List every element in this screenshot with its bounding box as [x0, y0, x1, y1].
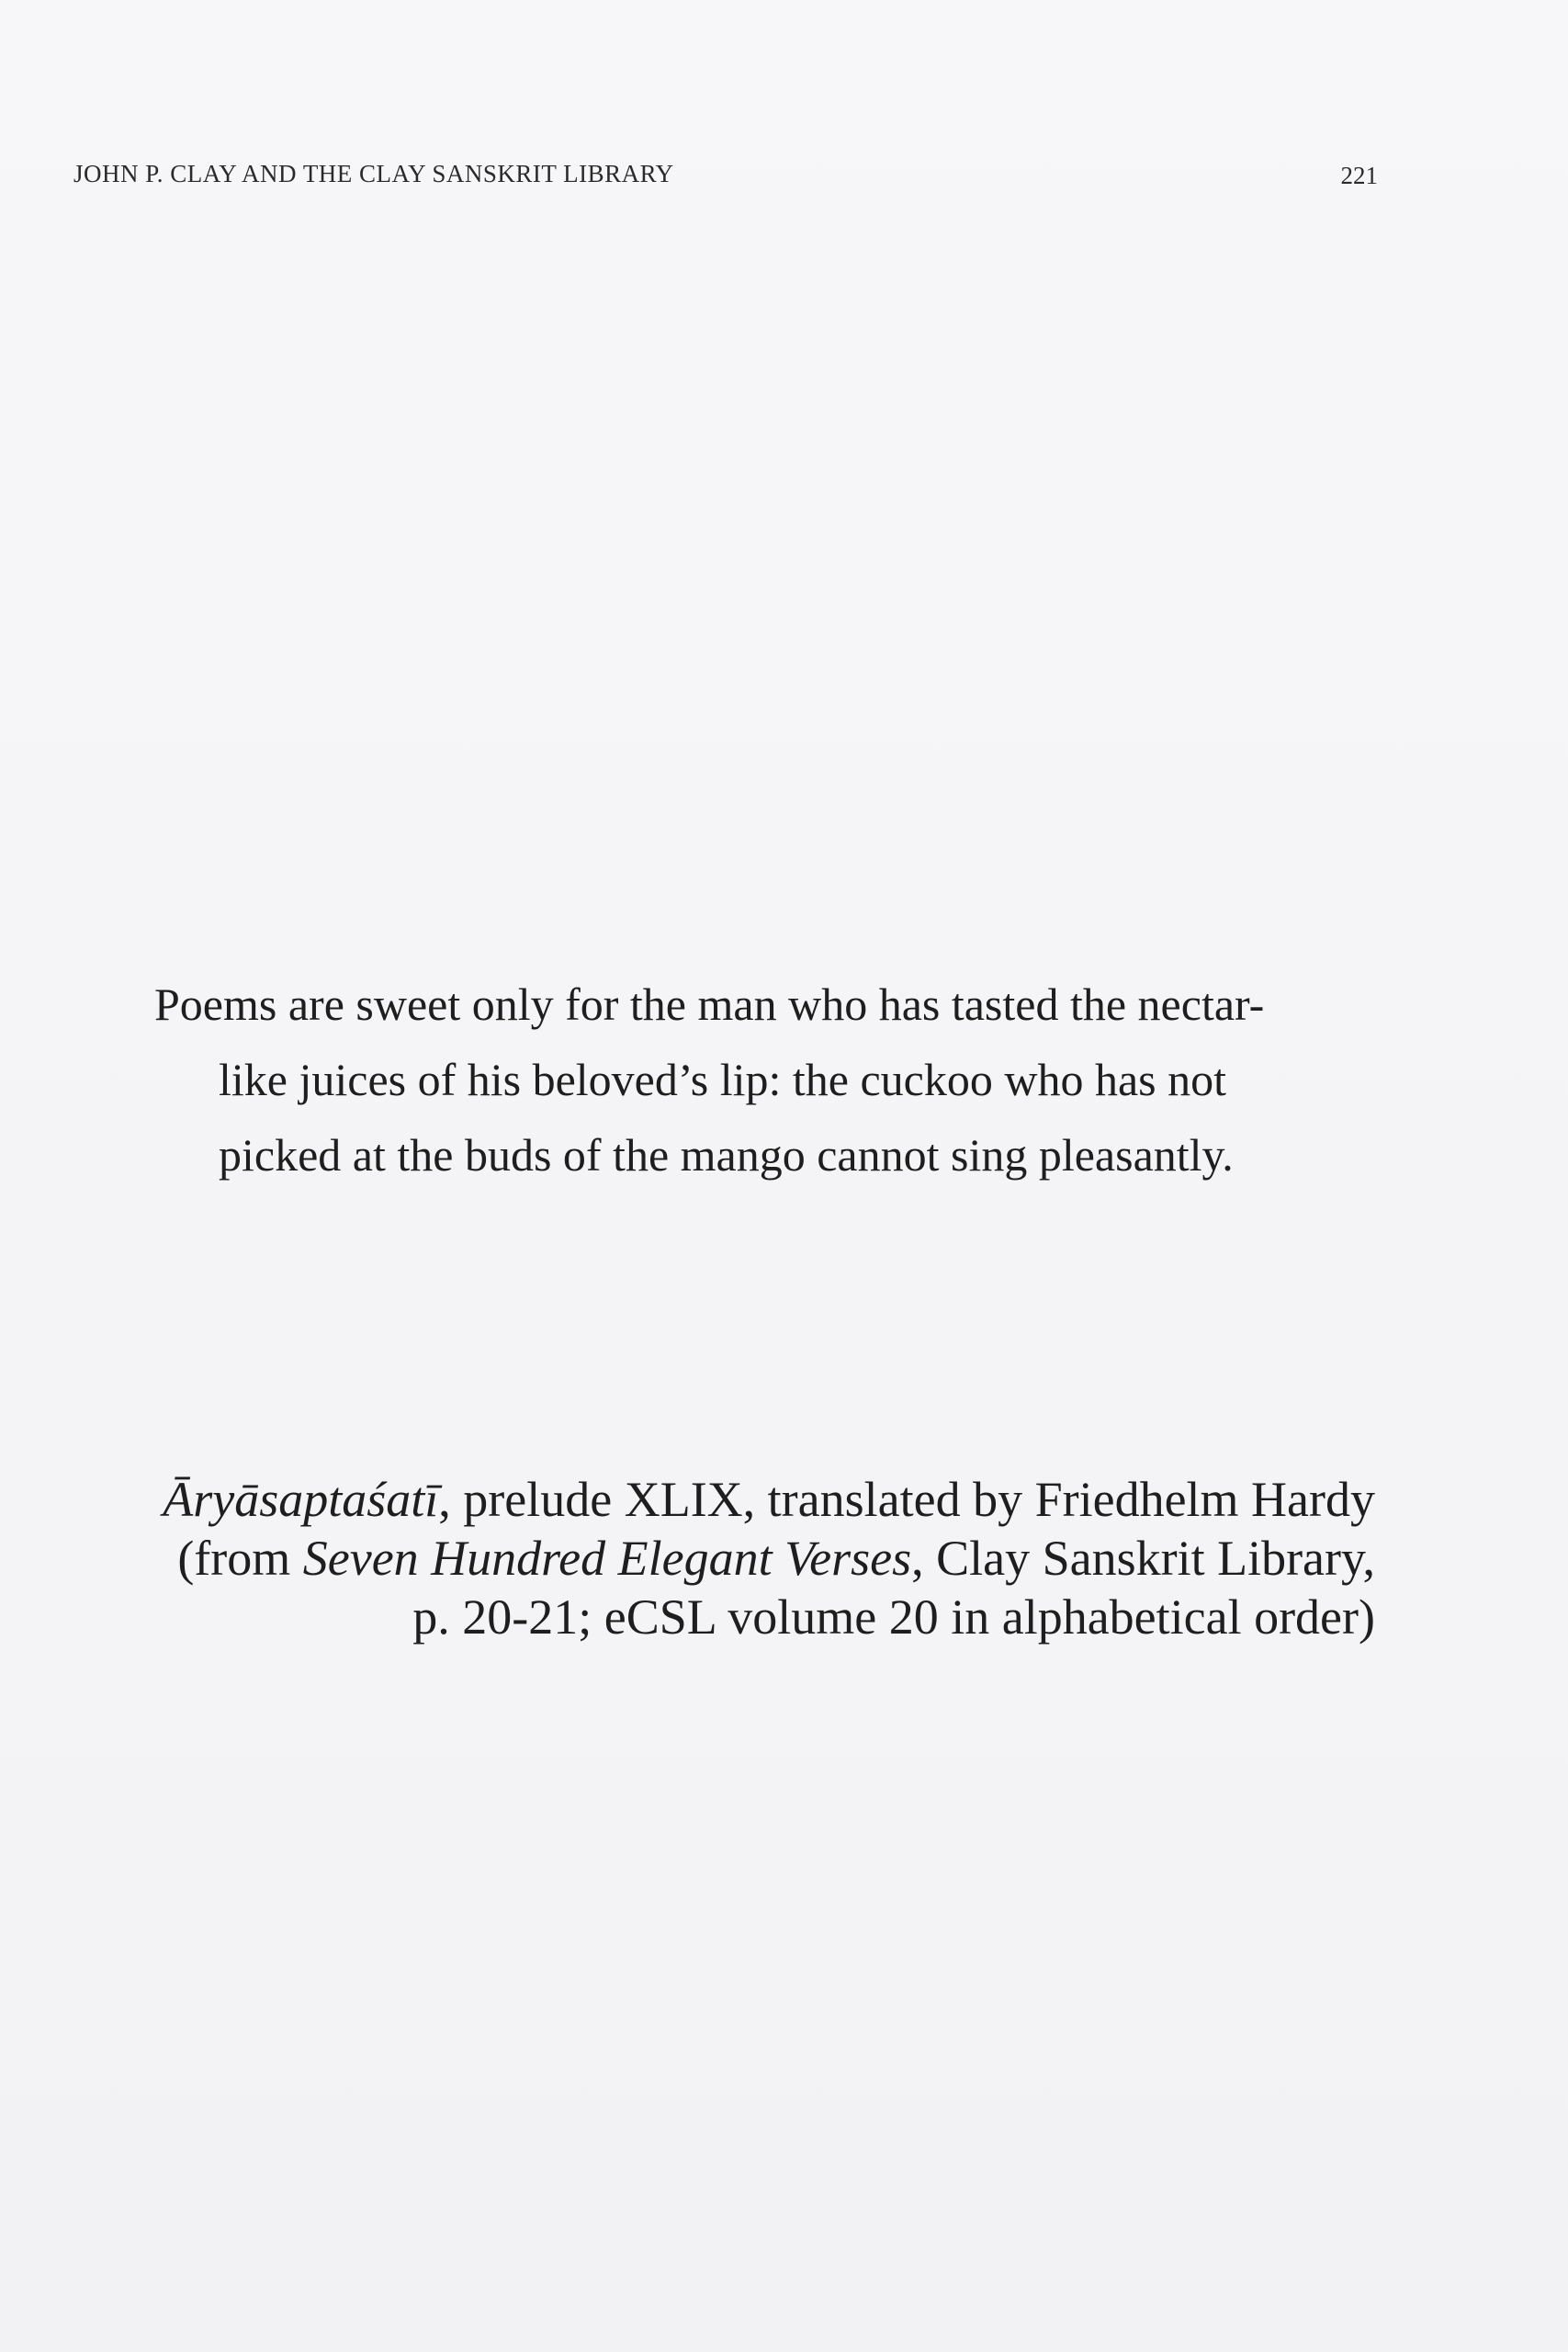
poem-block [154, 967, 1348, 1193]
poem-line-3: picked at the buds of the mango cannot sing pleasantly. [219, 1129, 1234, 1181]
attribution-line-2-prefix: (from [177, 1531, 303, 1586]
attribution-line-1 [71, 1470, 1375, 1529]
attribution-line-2 [71, 1529, 1375, 1588]
attribution-line-3: p. 20-21; eCSL volume 20 in alphabetical order) [412, 1589, 1375, 1645]
poem-line-1: Poems are sweet only for the man who has tasted the nectar- [154, 978, 1265, 1030]
attribution-line-1-text: , prelude XLIX, translated by Friedhelm Hardy [438, 1472, 1375, 1527]
poem-line-2: like juices of his beloved’s lip: the cuckoo who has not [219, 1054, 1227, 1105]
work-title: Āryāsaptaśatī [163, 1472, 439, 1527]
book-title: Seven Hundred Elegant Verses [302, 1531, 912, 1586]
running-header-title: JOHN P. CLAY AND THE CLAY SANSKRIT LIBRARY [73, 160, 674, 187]
page-number: 221 [1340, 162, 1378, 189]
attribution-block [71, 1470, 1375, 1646]
attribution-line-2-text: , Clay Sanskrit Library, [911, 1531, 1375, 1586]
